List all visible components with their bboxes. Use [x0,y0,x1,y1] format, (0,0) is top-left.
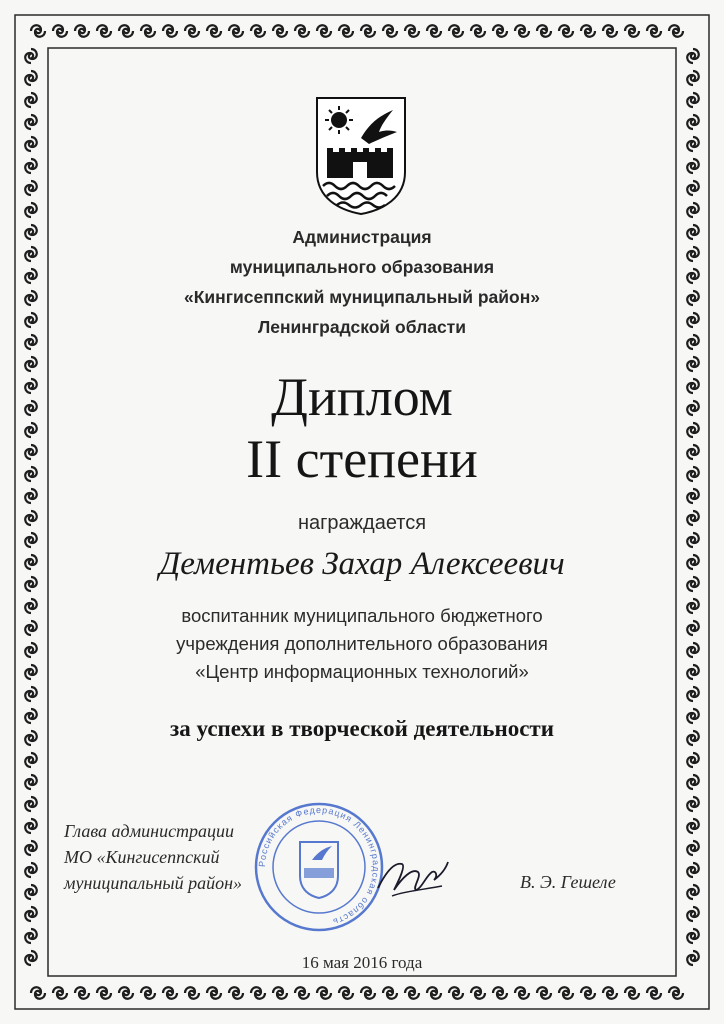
stamp-text: Российская Федерация Ленинградская область [256,804,382,928]
diploma-degree-line: II степени [246,429,478,489]
issue-date: 16 мая 2016 года [301,953,423,972]
signatory-position [64,818,242,896]
official-seal-stamp [252,800,386,934]
svg-text:Российская Федерация Ленинград [257,805,381,927]
signatory-position-line: Глава администрации [64,821,235,841]
issuer-line: Администрация [292,227,432,247]
description-line: воспитанник муниципального бюджетного [181,605,543,626]
issuer-line: муниципального образования [229,257,495,277]
recipient-name: Дементьев Захар Алексеевич [159,546,565,582]
issuer-line: Ленинградской области [257,317,467,337]
signatory-name: В. Э. Гешеле [520,872,616,892]
signatory-position-line: муниципальный район» [64,873,242,893]
description-line: «Центр информационных технологий» [195,661,529,682]
issuer-line: «Кингисеппский муниципальный район» [183,287,541,307]
handwritten-signature [372,842,450,904]
description-line: учреждения дополнительного образования [176,633,548,654]
issuer-block [0,222,724,342]
coat-of-arms-emblem [313,94,409,216]
recipient-description [0,602,724,686]
signatory-position-line: МО «Кингисеппский [64,847,220,867]
award-reason: за успехи в творческой деятельности [170,716,554,741]
awarded-label: награждается [297,512,427,534]
diploma-title [0,366,724,490]
diploma-title-line: Диплом [271,367,453,427]
